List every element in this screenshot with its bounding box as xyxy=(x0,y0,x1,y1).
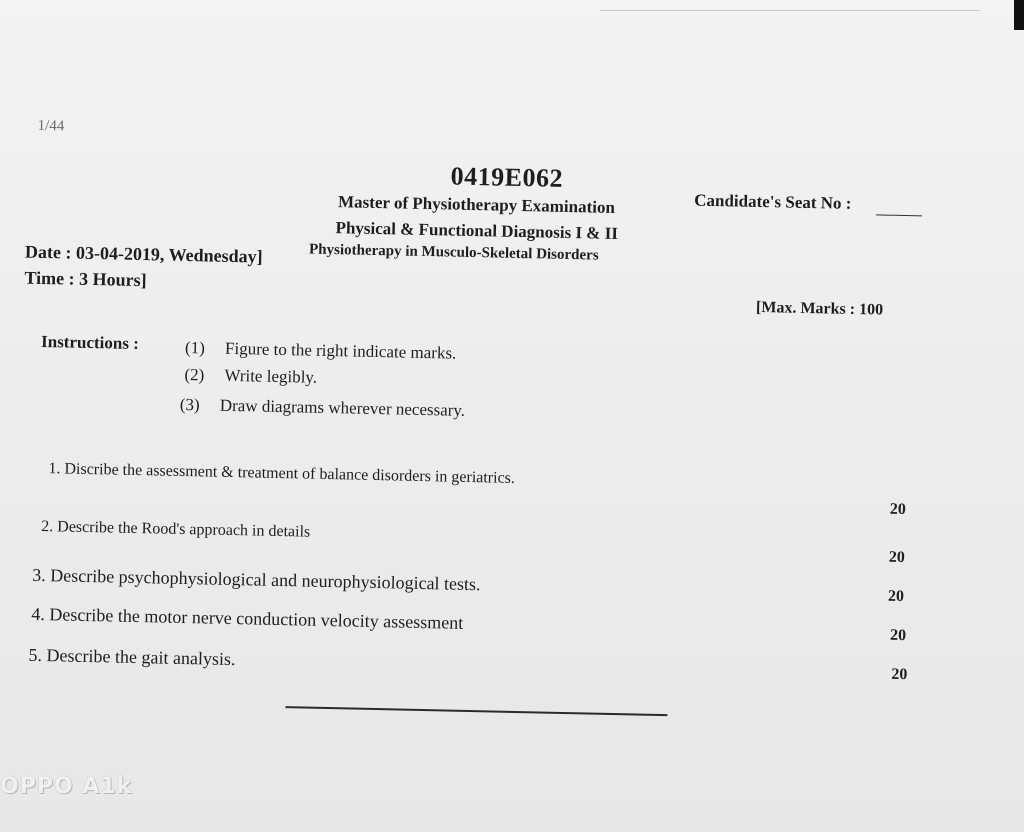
question-4-marks: 20 xyxy=(889,626,907,645)
question-3: 3. Describe psychophysiological and neurophysiological tests. xyxy=(32,564,481,595)
seat-number-label: Candidate's Seat No : xyxy=(694,190,852,213)
exam-paper: Physiotherapy in Musculo-Skeletal Disorders xyxy=(308,241,599,264)
question-5: 5. Describe the gait analysis. xyxy=(28,644,236,670)
seat-number-blank xyxy=(876,214,922,216)
instruction-number: (2) xyxy=(184,364,205,385)
camera-watermark: OPPO A1k xyxy=(0,774,133,799)
instruction-item xyxy=(180,395,466,421)
instruction-text: Figure to the right indicate marks. xyxy=(224,338,457,363)
instruction-text: Write legibly. xyxy=(224,365,318,387)
paper-code: 0419E062 xyxy=(450,161,564,193)
max-marks: [Max. Marks : 100 xyxy=(755,298,884,319)
instruction-number: (3) xyxy=(179,394,200,415)
instruction-text: Draw diagrams wherever necessary. xyxy=(219,395,466,420)
question-5-marks: 20 xyxy=(891,665,908,684)
question-1: 1. Discribe the assessment & treatment of balance disorders in geriatrics. xyxy=(48,460,516,487)
question-2-marks: 20 xyxy=(888,548,905,567)
question-3-marks: 20 xyxy=(887,587,905,606)
exam-title: Master of Physiotherapy Examination xyxy=(337,192,616,217)
instruction-item xyxy=(185,338,457,364)
page-reference: 1/44 xyxy=(37,117,65,135)
instructions-label: Instructions : xyxy=(40,331,140,354)
instruction-number: (1) xyxy=(184,337,206,358)
question-2: 2. Describe the Rood's approach in details xyxy=(41,518,311,541)
instruction-item xyxy=(184,365,317,388)
end-of-paper-rule xyxy=(285,706,667,716)
question-4: 4. Describe the motor nerve conduction velocity assessment xyxy=(31,603,464,633)
exam-subject: Physical & Functional Diagnosis I & II xyxy=(335,218,619,244)
exam-duration: Time : 3 Hours] xyxy=(24,267,147,291)
question-1-marks: 20 xyxy=(889,500,906,519)
exam-date: Date : 03-04-2019, Wednesday] xyxy=(24,241,263,267)
